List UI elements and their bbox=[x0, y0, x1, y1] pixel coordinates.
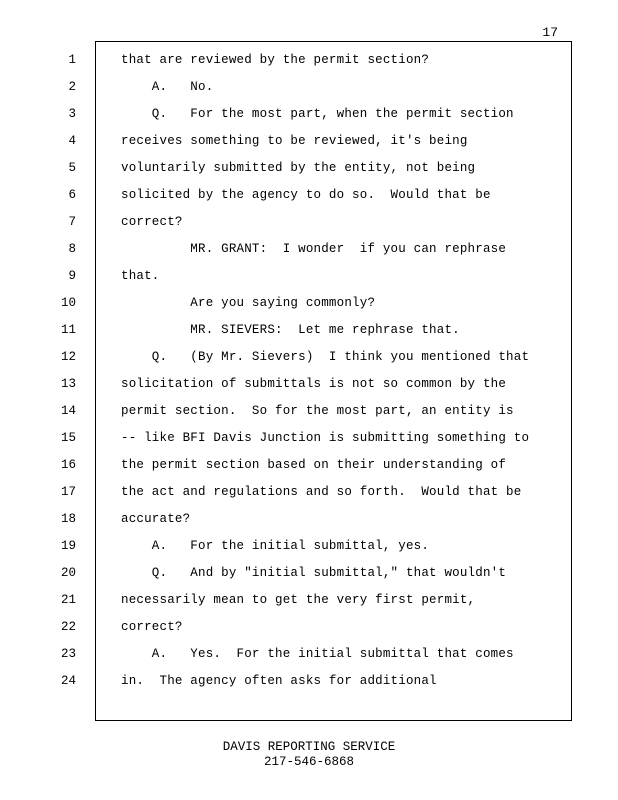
transcript-line: Q. (By Mr. Sievers) I think you mentioned that bbox=[121, 350, 530, 364]
transcript-line: voluntarily submitted by the entity, not being bbox=[121, 161, 476, 175]
line-number: 16 bbox=[60, 458, 76, 472]
footer-phone: 217-546-6868 bbox=[263, 755, 354, 769]
line-number: 17 bbox=[60, 485, 76, 499]
transcript-line: A. No. bbox=[121, 80, 214, 94]
line-number: 14 bbox=[60, 404, 76, 418]
line-number: 15 bbox=[60, 431, 76, 445]
line-number: 13 bbox=[60, 377, 76, 391]
line-number: 7 bbox=[68, 215, 76, 229]
line-number: 3 bbox=[68, 107, 76, 121]
page-number: 17 bbox=[542, 25, 558, 40]
transcript-line: receives something to be reviewed, it's being bbox=[121, 134, 468, 148]
line-number: 21 bbox=[60, 593, 76, 607]
line-number: 23 bbox=[60, 647, 76, 661]
transcript-line: solicitation of submittals is not so common by the bbox=[121, 377, 507, 391]
line-number: 19 bbox=[60, 539, 76, 553]
transcript-line: A. Yes. For the initial submittal that comes bbox=[121, 647, 514, 661]
line-number: 20 bbox=[60, 566, 76, 580]
transcript-line: Q. And by "initial submittal," that wouldn't bbox=[121, 566, 507, 580]
transcript-line: the act and regulations and so forth. Would that be bbox=[121, 485, 522, 499]
line-number: 10 bbox=[60, 296, 76, 310]
transcript-line: that. bbox=[121, 269, 160, 283]
transcript-line: correct? bbox=[121, 215, 183, 229]
transcript-line: Are you saying commonly? bbox=[121, 296, 376, 310]
footer-company: DAVIS REPORTING SERVICE bbox=[222, 740, 396, 754]
footer bbox=[0, 740, 618, 770]
line-number: 1 bbox=[68, 53, 76, 67]
transcript-line: Q. For the most part, when the permit section bbox=[121, 107, 514, 121]
line-number: 9 bbox=[68, 269, 76, 283]
transcript-line: correct? bbox=[121, 620, 183, 634]
line-number: 12 bbox=[60, 350, 76, 364]
transcript-line: permit section. So for the most part, an entity is bbox=[121, 404, 514, 418]
line-number: 24 bbox=[60, 674, 76, 688]
line-number: 2 bbox=[68, 80, 76, 94]
line-number: 5 bbox=[68, 161, 76, 175]
line-number: 11 bbox=[60, 323, 76, 337]
transcript-line: necessarily mean to get the very first permit, bbox=[121, 593, 476, 607]
transcript-line: -- like BFI Davis Junction is submitting something to bbox=[121, 431, 530, 445]
transcript-line: solicited by the agency to do so. Would that be bbox=[121, 188, 491, 202]
transcript-line: MR. GRANT: I wonder if you can rephrase bbox=[121, 242, 507, 256]
transcript-line: in. The agency often asks for additional bbox=[121, 674, 437, 688]
line-number: 22 bbox=[60, 620, 76, 634]
transcript-line: the permit section based on their understanding of bbox=[121, 458, 507, 472]
transcript-line: A. For the initial submittal, yes. bbox=[121, 539, 430, 553]
line-number: 6 bbox=[68, 188, 76, 202]
line-number: 8 bbox=[68, 242, 76, 256]
transcript-line: that are reviewed by the permit section? bbox=[121, 53, 430, 67]
transcript-line: MR. SIEVERS: Let me rephrase that. bbox=[121, 323, 460, 337]
transcript-line: accurate? bbox=[121, 512, 191, 526]
line-number: 18 bbox=[60, 512, 76, 526]
line-number: 4 bbox=[68, 134, 76, 148]
